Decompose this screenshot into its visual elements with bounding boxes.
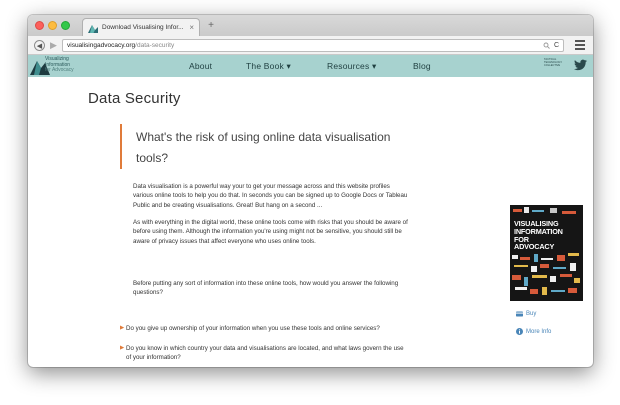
tab-close-icon[interactable]: ×	[189, 22, 194, 32]
close-window-button[interactable]	[35, 21, 44, 30]
logo-line-2: Information	[45, 61, 71, 68]
browser-tab[interactable]	[82, 18, 200, 36]
cover-title-line-1: VISUALISING	[514, 219, 559, 228]
badge-line-1: TACTICAL	[544, 58, 557, 61]
cart-icon	[516, 311, 523, 317]
logo-wordmark	[45, 57, 74, 74]
nav-the-book[interactable]: The Book ▾	[246, 61, 292, 71]
cover-title-line-4: ADVOCACY	[514, 242, 555, 252]
question-heading-block	[120, 124, 410, 169]
nav-about[interactable]: About	[189, 61, 213, 71]
book-cover-title	[514, 220, 563, 251]
tactical-tech-badge[interactable]	[544, 58, 562, 74]
logo-line-3: for Advocacy	[45, 67, 74, 73]
new-tab-button[interactable]: +	[208, 20, 214, 31]
page-title: Data Security	[88, 90, 181, 107]
zoom-window-button[interactable]	[61, 21, 70, 30]
logo-line-1: Visualizing	[45, 56, 69, 62]
tab-strip	[28, 15, 593, 36]
question-item[interactable]	[120, 324, 410, 333]
bullet-arrow-icon: ▶	[120, 325, 125, 331]
forward-button[interactable]: ▶	[50, 40, 57, 50]
book-cover-image[interactable]	[510, 205, 583, 301]
question-heading: What's the risk of using online data visualisation tools?	[136, 130, 391, 165]
more-info-label: More Info	[526, 328, 552, 335]
badge-line-2: TECHNOLOGY	[544, 61, 563, 65]
reload-icon[interactable]: C	[553, 42, 559, 49]
browser-toolbar	[28, 36, 593, 55]
badge-line-3: COLLECTIVE	[544, 64, 561, 68]
tab-title: Download Visualising Infor...	[102, 24, 184, 31]
cover-title-line-2: INFORMATION	[514, 226, 563, 236]
more-info-link[interactable]	[516, 328, 551, 335]
question-item-text: Do you know in which country your data and visualisations are located, and what laws govern the use of your information?	[126, 345, 404, 362]
site-header	[28, 55, 593, 77]
url-path: /data-security	[135, 42, 175, 49]
info-icon	[516, 328, 523, 335]
buy-label: Buy	[526, 311, 537, 317]
cover-title-line-3: FOR	[514, 234, 529, 244]
paragraph-risks: As with everything in the digital world, these online tools come with risks that you should be aware of before using them. Although the information you're using might not be sensitive, you should still be aware of privacy issues that affect everyone who uses online tools.	[133, 219, 408, 245]
question-item-text: Do you give up ownership of your information when you use these tools and online services?	[126, 325, 380, 332]
browser-window	[28, 15, 593, 367]
question-item[interactable]	[120, 344, 410, 363]
back-button[interactable]: ◀	[34, 40, 45, 51]
paragraph-questions-intro: Before putting any sort of information into these online tools, how would you answer the following questions?	[133, 280, 399, 297]
site-favicon-icon	[88, 23, 98, 33]
nav-resources[interactable]: Resources ▾	[327, 61, 377, 71]
nav-blog[interactable]: Blog	[413, 61, 431, 71]
url-host: visualisingadvocacy.org	[67, 42, 136, 49]
browser-menu-icon[interactable]	[575, 40, 585, 50]
bullet-arrow-icon: ▶	[120, 345, 125, 351]
twitter-icon[interactable]	[574, 59, 587, 71]
minimize-window-button[interactable]	[48, 21, 57, 30]
buy-link[interactable]	[516, 311, 536, 317]
search-icon[interactable]	[543, 42, 550, 49]
address-bar-actions	[543, 42, 559, 49]
paragraph-intro: Data visualisation is a powerful way your to get your message across and this website profiles various online tools to help you do that. In seconds you can be signed up to Google Docs or Tableau Public and be creating visualisations. Great! But hang on a second ...	[133, 183, 408, 209]
address-bar[interactable]	[62, 39, 564, 52]
